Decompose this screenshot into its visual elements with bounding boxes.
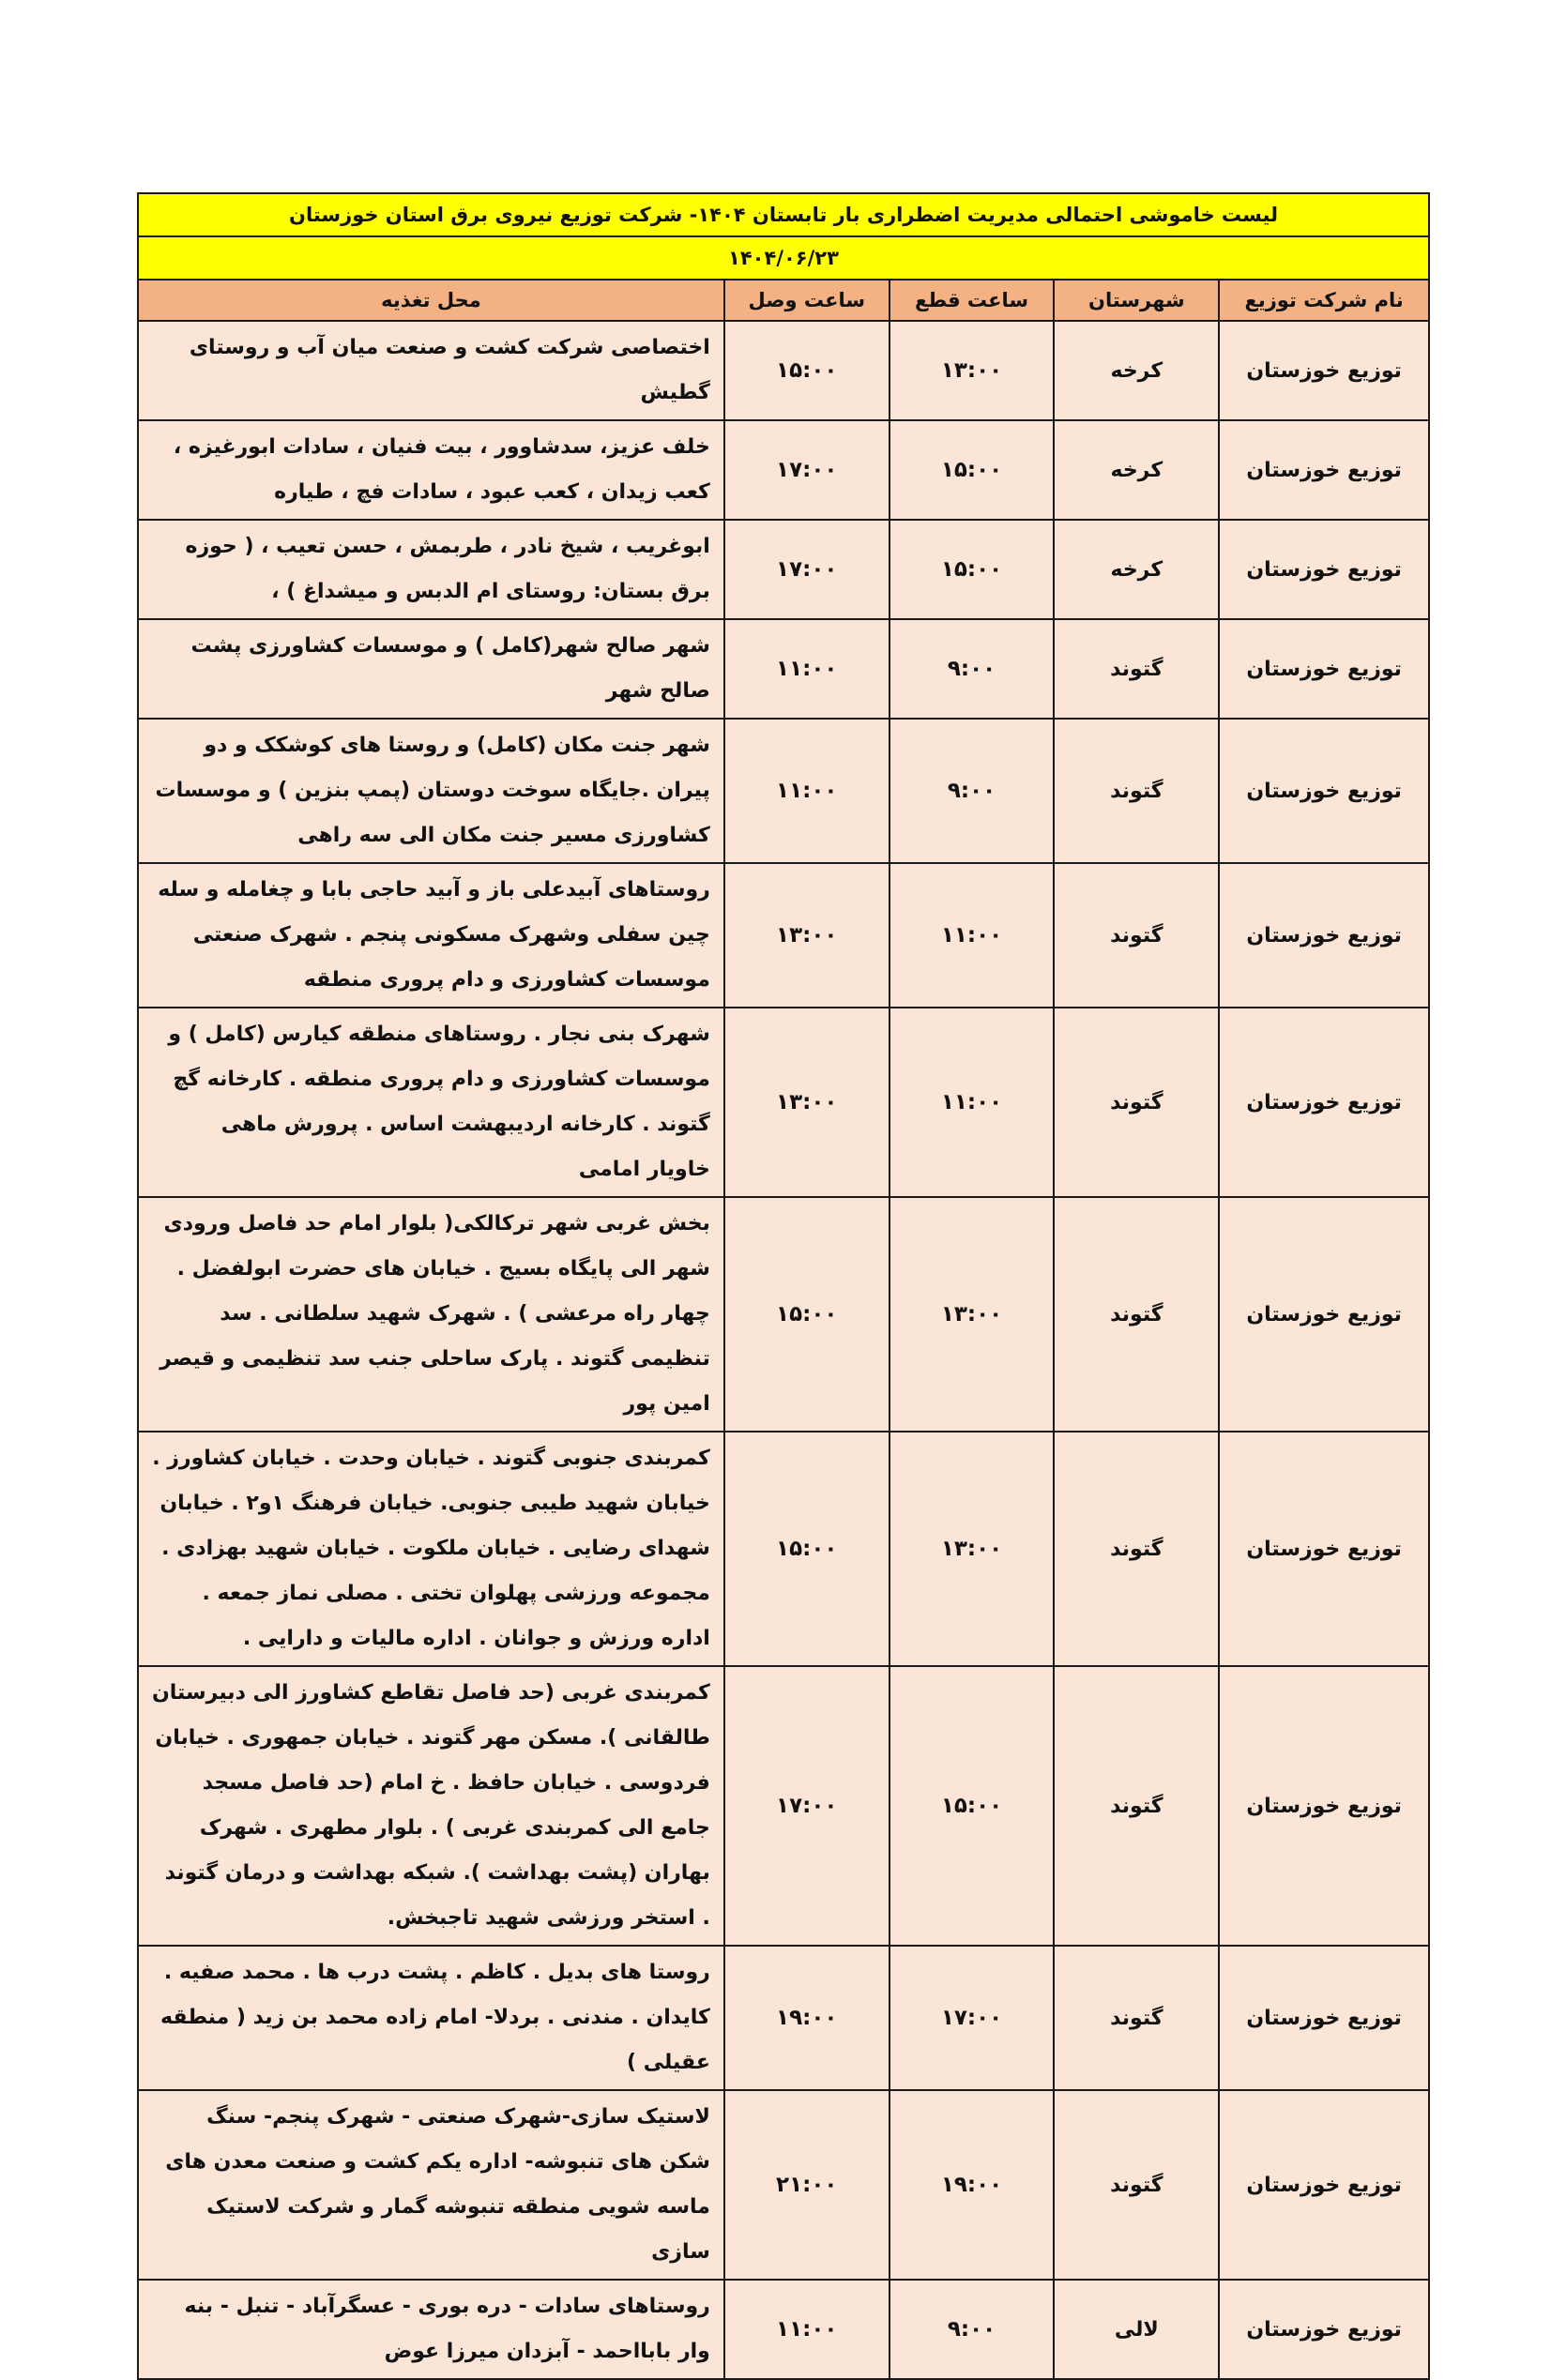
county-cell: گتوند bbox=[1054, 619, 1219, 719]
company-cell: توزیع خوزستان bbox=[1219, 619, 1429, 719]
county-cell: لالی bbox=[1054, 2280, 1219, 2379]
cut-time-cell: ۹:۰۰ bbox=[890, 619, 1055, 719]
cut-time-cell: ۹:۰۰ bbox=[890, 719, 1055, 863]
location-cell: شهرک بنی نجار . روستاهای منطقه کیارس (کامل ) و موسسات کشاورزی و دام پروری منطقه . کارخانه گچ گتوند . کارخانه اردیبهشت اساس . پرورش ماهی خاویار امامی bbox=[138, 1008, 724, 1197]
location-cell: بخش غربی شهر ترکالکی( بلوار امام حد فاصل ورودی شهر الی پایگاه بسیج . خیابان های حضرت ابولفضل . چهار راه مرعشی ) . شهرک شهید سلطانی . سد تنظیمی گتوند . پارک ساحلی جنب سد تنظیمی و قیصر امین پور bbox=[138, 1197, 724, 1432]
location-cell: لاستیک سازی-شهرک صنعتی - شهرک پنجم- سنگ شکن های تنبوشه- اداره یکم کشت و صنعت معدن های ماسه شویی منطقه تنبوشه گمار و شرکت لاستیک سازی bbox=[138, 2090, 724, 2280]
connect-time-cell: ۱۱:۰۰ bbox=[724, 719, 890, 863]
table-date: ۱۴۰۴/۰۶/۲۳ bbox=[138, 236, 1429, 280]
cut-time-cell: ۱۱:۰۰ bbox=[890, 863, 1055, 1008]
connect-time-cell: ۱۳:۰۰ bbox=[724, 863, 890, 1008]
location-cell: شهر جنت مکان (کامل) و روستا های کوشکک و دو پیران .جایگاه سوخت دوستان (پمپ بنزین ) و موسسات کشاورزی مسیر جنت مکان الی سه راهی bbox=[138, 719, 724, 863]
company-cell: توزیع خوزستان bbox=[1219, 420, 1429, 520]
table-row bbox=[138, 420, 1429, 520]
connect-time-cell: ۱۵:۰۰ bbox=[724, 321, 890, 420]
company-cell: توزیع خوزستان bbox=[1219, 1946, 1429, 2090]
county-cell: گتوند bbox=[1054, 1666, 1219, 1946]
cut-time-cell: ۱۷:۰۰ bbox=[890, 1946, 1055, 2090]
header-cut-time: ساعت قطع bbox=[890, 280, 1055, 321]
cut-time-cell: ۱۳:۰۰ bbox=[890, 321, 1055, 420]
connect-time-cell: ۱۳:۰۰ bbox=[724, 1008, 890, 1197]
cut-time-cell: ۱۳:۰۰ bbox=[890, 1432, 1055, 1666]
cut-time-cell: ۹:۰۰ bbox=[890, 2280, 1055, 2379]
table-row bbox=[138, 1946, 1429, 2090]
company-cell: توزیع خوزستان bbox=[1219, 520, 1429, 619]
table-row bbox=[138, 1432, 1429, 1666]
company-cell: توزیع خوزستان bbox=[1219, 1197, 1429, 1432]
connect-time-cell: ۱۹:۰۰ bbox=[724, 1946, 890, 2090]
company-cell: توزیع خوزستان bbox=[1219, 863, 1429, 1008]
company-cell: توزیع خوزستان bbox=[1219, 719, 1429, 863]
company-cell: توزیع خوزستان bbox=[1219, 2090, 1429, 2280]
table-row bbox=[138, 1008, 1429, 1197]
cut-time-cell: ۱۵:۰۰ bbox=[890, 520, 1055, 619]
company-cell: توزیع خوزستان bbox=[1219, 1666, 1429, 1946]
county-cell: گتوند bbox=[1054, 1946, 1219, 2090]
location-cell: روستا های بدیل . کاظم . پشت درب ها . محمد صفیه . کایدان . مندنی . بردلا- امام زاده محمد بن زید ( منطقه عقیلی ) bbox=[138, 1946, 724, 2090]
table-row bbox=[138, 1197, 1429, 1432]
county-cell: گتوند bbox=[1054, 719, 1219, 863]
table-title: لیست خاموشی احتمالی مدیریت اضطراری بار تابستان ۱۴۰۴- شرکت توزیع نیروی برق استان خوزستان bbox=[138, 193, 1429, 236]
table-row bbox=[138, 619, 1429, 719]
location-cell: کمربندی جنوبی گتوند . خیابان وحدت . خیابان کشاورز . خیابان شهید طیبی جنوبی. خیابان فرهنگ ۱و۲ . خیابان شهدای رضایی . خیابان ملکوت . خیابان شهید بهزادی . مجموعه ورزشی پهلوان تختی . مصلی نماز جمعه . اداره ورزش و جوانان . اداره مالیات و دارایی . bbox=[138, 1432, 724, 1666]
cut-time-cell: ۱۵:۰۰ bbox=[890, 1666, 1055, 1946]
location-cell: روستاهای آبیدعلی باز و آبید حاجی بابا و چغامله و سله چین سفلی وشهرک مسکونی پنجم . شهرک صنعتی موسسات کشاورزی و دام پروری منطقه bbox=[138, 863, 724, 1008]
connect-time-cell: ۱۷:۰۰ bbox=[724, 420, 890, 520]
county-cell: کرخه bbox=[1054, 520, 1219, 619]
county-cell: کرخه bbox=[1054, 420, 1219, 520]
table-row bbox=[138, 863, 1429, 1008]
cut-time-cell: ۱۵:۰۰ bbox=[890, 420, 1055, 520]
header-location: محل تغذیه bbox=[138, 280, 724, 321]
cut-time-cell: ۱۹:۰۰ bbox=[890, 2090, 1055, 2280]
county-cell: گتوند bbox=[1054, 1197, 1219, 1432]
location-cell: ابوغریب ، شیخ نادر ، طربمش ، حسن تعیب ، ( حوزه برق بستان: روستای ام الدبس و میشداغ ) ، bbox=[138, 520, 724, 619]
county-cell: گتوند bbox=[1054, 2090, 1219, 2280]
connect-time-cell: ۱۷:۰۰ bbox=[724, 520, 890, 619]
location-cell: شهر صالح شهر(کامل ) و موسسات کشاورزی پشت صالح شهر bbox=[138, 619, 724, 719]
connect-time-cell: ۱۱:۰۰ bbox=[724, 619, 890, 719]
outage-table bbox=[137, 192, 1430, 2380]
header-connect-time: ساعت وصل bbox=[724, 280, 890, 321]
location-cell: روستاهای سادات - دره بوری - عسگرآباد - تنبل - بنه وار بابااحمد - آبزدان میرزا عوض bbox=[138, 2280, 724, 2379]
company-cell: توزیع خوزستان bbox=[1219, 1432, 1429, 1666]
table-row bbox=[138, 520, 1429, 619]
table-row bbox=[138, 719, 1429, 863]
connect-time-cell: ۱۵:۰۰ bbox=[724, 1432, 890, 1666]
county-cell: گتوند bbox=[1054, 863, 1219, 1008]
table-row bbox=[138, 2090, 1429, 2280]
header-county: شهرستان bbox=[1054, 280, 1219, 321]
company-cell: توزیع خوزستان bbox=[1219, 321, 1429, 420]
location-cell: خلف عزیز، سدشاوور ، بیت فنیان ، سادات ابورغیزه ، کعب زیدان ، کعب عبود ، سادات فچ ، طیاره bbox=[138, 420, 724, 520]
county-cell: گتوند bbox=[1054, 1008, 1219, 1197]
connect-time-cell: ۱۱:۰۰ bbox=[724, 2280, 890, 2379]
company-cell: توزیع خوزستان bbox=[1219, 1008, 1429, 1197]
company-cell: توزیع خوزستان bbox=[1219, 2280, 1429, 2379]
cut-time-cell: ۱۱:۰۰ bbox=[890, 1008, 1055, 1197]
location-cell: اختصاصی شرکت کشت و صنعت میان آب و روستای گطیش bbox=[138, 321, 724, 420]
table-row bbox=[138, 2280, 1429, 2379]
county-cell: گتوند bbox=[1054, 1432, 1219, 1666]
location-cell: کمربندی غربی (حد فاصل تقاطع کشاورز الی دبیرستان طالقانی ). مسکن مهر گتوند . خیابان جمهوری . خیابان فردوسی . خیابان حافظ . خ امام (حد فاصل مسجد جامع الی کمربندی غربی ) . بلوار مطهری . شهرک بهاران (پشت بهداشت ). شبکه بهداشت و درمان گتوند . استخر ورزشی شهید تاجبخش. bbox=[138, 1666, 724, 1946]
table-row bbox=[138, 321, 1429, 420]
header-company: نام شرکت توزیع bbox=[1219, 280, 1429, 321]
table-row bbox=[138, 1666, 1429, 1946]
connect-time-cell: ۱۷:۰۰ bbox=[724, 1666, 890, 1946]
county-cell: کرخه bbox=[1054, 321, 1219, 420]
cut-time-cell: ۱۳:۰۰ bbox=[890, 1197, 1055, 1432]
connect-time-cell: ۱۵:۰۰ bbox=[724, 1197, 890, 1432]
connect-time-cell: ۲۱:۰۰ bbox=[724, 2090, 890, 2280]
